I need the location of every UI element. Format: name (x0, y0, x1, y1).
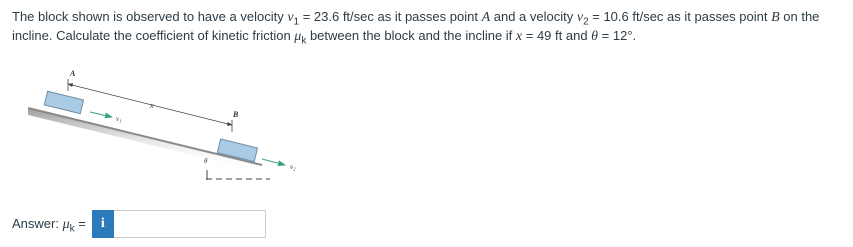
question-text-part: The block shown is observed to have a velocity (12, 9, 288, 24)
mu-subscript: k (301, 35, 307, 47)
v2-arrow (262, 159, 285, 165)
label-x: x (150, 101, 154, 110)
answer-label-prefix: Answer: (12, 215, 63, 231)
question-text-part: on the incline. Calculate the coefficient of kinetic friction (12, 9, 820, 43)
answer-mu-symbol: μ (62, 216, 70, 232)
theta-symbol: θ (591, 29, 599, 44)
question-text (12, 8, 847, 46)
answer-input[interactable] (114, 210, 266, 238)
incline-shading (28, 108, 262, 172)
point-a-symbol: A (481, 10, 491, 25)
label-b: B (233, 110, 239, 119)
question-text-part: between the block and the incline if (306, 28, 516, 43)
v2-symbol: v (576, 10, 584, 25)
v1-symbol: v (287, 10, 294, 25)
block-at-a (44, 91, 83, 113)
incline-surface (28, 108, 262, 165)
mu-symbol: μ (294, 29, 302, 44)
v1-subscript: 1 (293, 16, 300, 28)
label-v2: v₂ (290, 163, 296, 171)
v2-subscript: 2 (583, 16, 589, 28)
answer-row (12, 210, 266, 238)
incline-diagram (0, 62, 320, 192)
v1-arrow (90, 112, 112, 117)
question-text-part: and a velocity (490, 9, 577, 24)
question-text-part: = 10.6 ft/sec as it passes point (588, 9, 772, 24)
question-text-part: = 12°. (598, 28, 637, 43)
label-theta: θ (204, 157, 208, 165)
info-icon[interactable]: i (92, 210, 114, 238)
x-symbol: x (515, 29, 523, 44)
answer-mu-subscript: k (69, 223, 75, 235)
point-b-symbol: B (771, 10, 780, 25)
label-a: A (70, 69, 76, 78)
question-text-part: = 49 ft and (522, 28, 592, 43)
answer-label-suffix: = (74, 215, 86, 231)
label-v1: v₁ (116, 115, 122, 123)
answer-label (12, 216, 86, 233)
question-text-part: = 23.6 ft/sec as it passes point (299, 9, 482, 24)
